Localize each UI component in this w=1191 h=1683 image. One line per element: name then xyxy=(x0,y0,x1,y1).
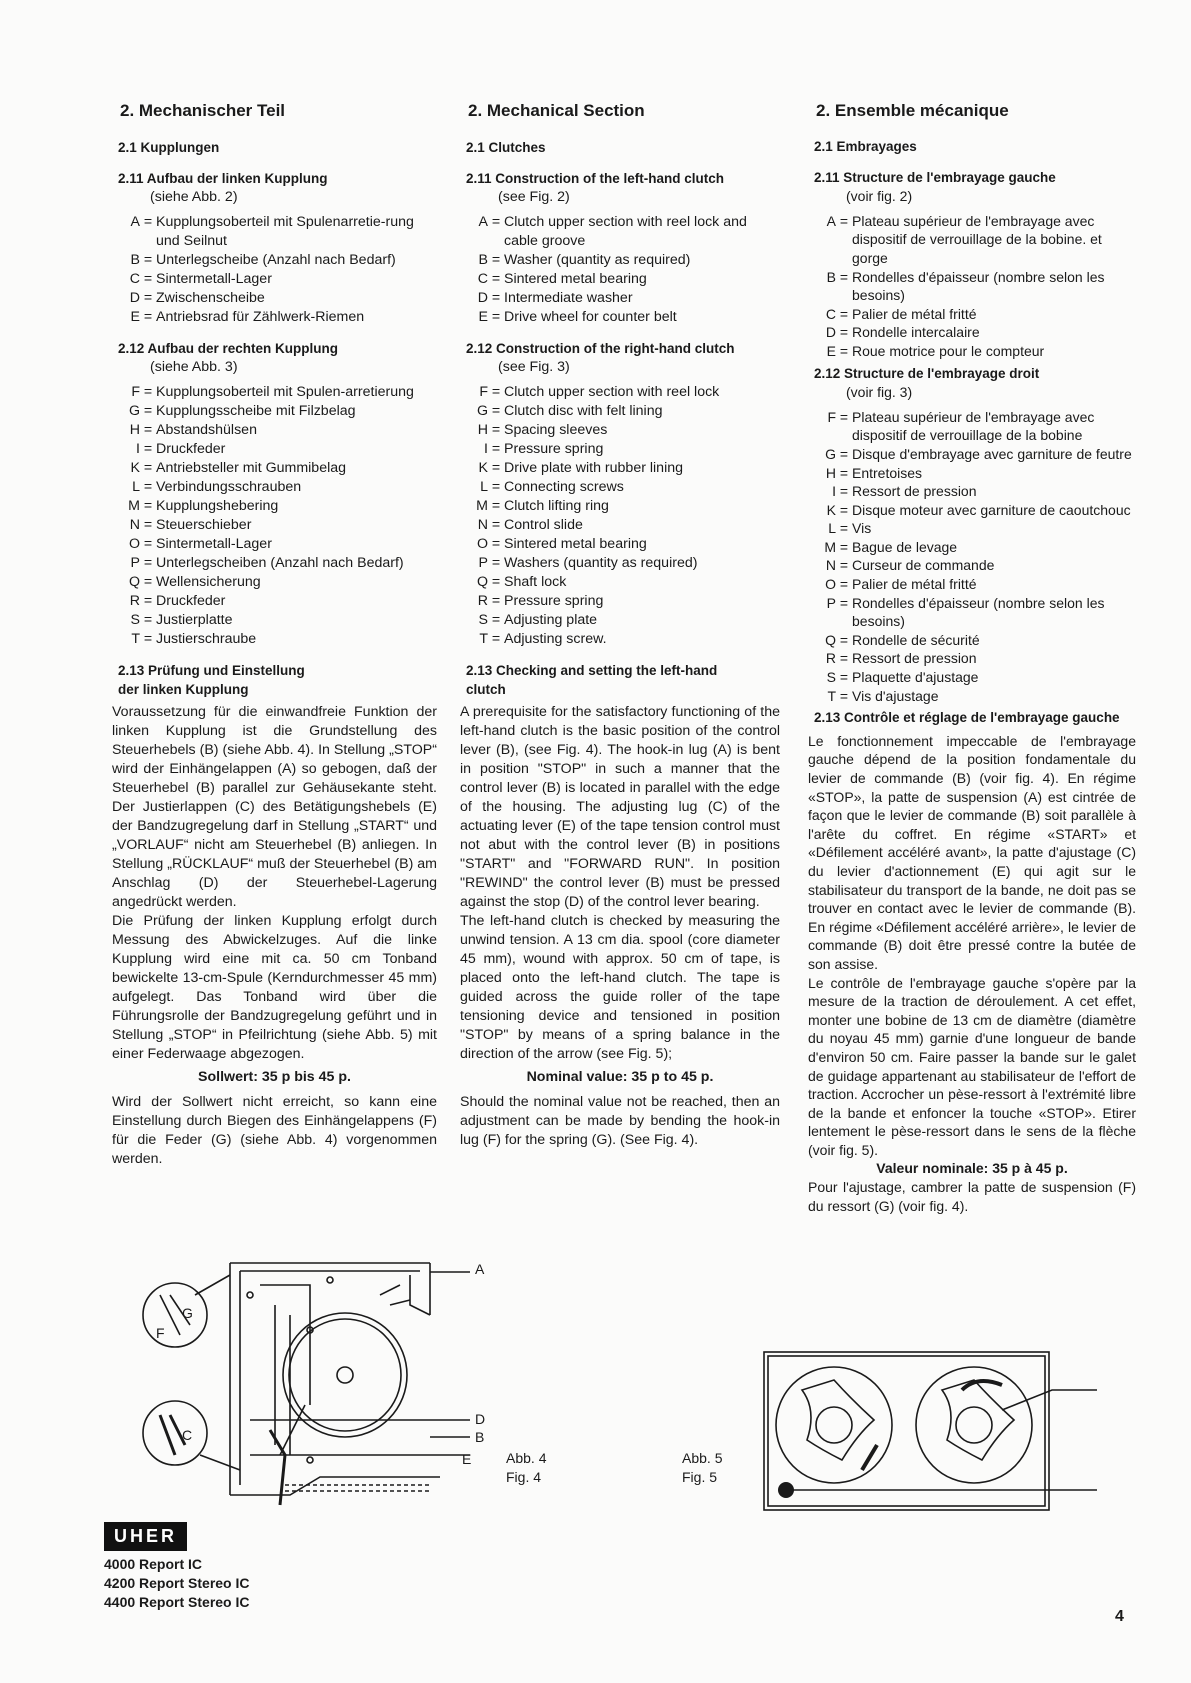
parts-item-key: B xyxy=(826,268,836,285)
parts-item-text: Steuerschieber xyxy=(156,517,252,533)
subsection-title: 2.13 Checking and setting the left-hand clutch xyxy=(466,663,718,697)
equals-sign: = xyxy=(839,408,849,425)
page-number: 4 xyxy=(1115,1608,1124,1625)
parts-item-text: Roue motrice pour le compteur xyxy=(852,342,1045,359)
parts-item-key: C xyxy=(477,271,488,287)
parts-item-key: P xyxy=(826,594,836,611)
parts-item xyxy=(112,554,437,573)
equals-sign: = xyxy=(839,669,849,686)
parts-item-text: Washers (quantity as required) xyxy=(504,555,698,571)
equals-sign: = xyxy=(143,517,153,533)
parts-item-text: Clutch upper section with reel lock xyxy=(504,384,720,400)
parts-item-text: Kupplungsoberteil mit Spulen-arretierung xyxy=(156,384,414,400)
parts-item-key: D xyxy=(129,290,140,306)
parts-item-key: N xyxy=(477,517,488,533)
parts-item-key: K xyxy=(130,460,140,476)
parts-list-right xyxy=(112,383,437,649)
parts-item-text: Kupplungsscheibe mit Filzbelag xyxy=(156,403,356,419)
parts-item xyxy=(112,213,437,251)
equals-sign: = xyxy=(143,441,153,457)
parts-item-text: Drive wheel for counter belt xyxy=(504,309,677,325)
parts-item-text: Antriebsrad für Zählwerk-Riemen xyxy=(156,309,365,325)
equals-sign: = xyxy=(839,445,849,462)
parts-item-key: I xyxy=(484,441,488,457)
parts-item-key: S xyxy=(826,669,836,686)
parts-item-key: A xyxy=(826,212,836,229)
parts-item xyxy=(808,408,1136,445)
parts-item xyxy=(808,519,1136,538)
equals-sign: = xyxy=(839,324,849,341)
parts-item xyxy=(808,501,1136,520)
equals-sign: = xyxy=(143,403,153,419)
parts-item-text: Kupplungshebering xyxy=(156,498,279,514)
equals-sign: = xyxy=(491,384,501,400)
parts-item-key: D xyxy=(825,324,836,341)
fig4-caption-de: Abb. 4 xyxy=(506,1450,547,1466)
equals-sign: = xyxy=(491,403,501,419)
figure-reference: (siehe Abb. 2) xyxy=(150,189,238,205)
parts-item-text: Justierschraube xyxy=(156,631,257,647)
parts-item xyxy=(808,556,1136,575)
parts-item-text: Justierplatte xyxy=(156,612,233,628)
parts-item-text: Clutch disc with felt lining xyxy=(504,403,663,419)
parts-item-key: P xyxy=(130,555,140,571)
equals-sign: = xyxy=(491,214,501,230)
parts-item xyxy=(808,687,1136,706)
equals-sign: = xyxy=(839,212,849,229)
subsection-title: 2.1 Embrayages xyxy=(814,139,917,154)
model-name: 4000 Report IC xyxy=(104,1556,203,1572)
equals-sign: = xyxy=(143,384,153,400)
figure-reference: (see Fig. 2) xyxy=(498,189,570,205)
parts-item-text: Clutch upper section with reel lock and cable groove xyxy=(504,214,747,249)
equals-sign: = xyxy=(491,555,501,571)
equals-sign: = xyxy=(839,538,849,555)
paragraph: The left-hand clutch is checked by measuring the unwind tension. A 13 cm dia. spool (core diameter 45 mm), wound with approx. 50 cm of tape, is placed onto the left-hand clutch. The tape is guided across the guide roller of the tape tensioning device and tensioned in position "STOP" by means of a spring balance in the direction of the arrow (see Fig. 5); xyxy=(460,913,780,1062)
paragraph: Pour l'ajustage, cambrer la patte de suspension (F) du ressort (G) (voir fig. 4). xyxy=(808,1179,1136,1214)
parts-item-text: Disque d'embrayage avec garniture de feutre xyxy=(852,445,1132,462)
parts-item-key: Q xyxy=(825,631,836,648)
equals-sign: = xyxy=(143,536,153,552)
parts-item-text: Druckfeder xyxy=(156,593,226,609)
equals-sign: = xyxy=(491,422,501,438)
equals-sign: = xyxy=(491,593,501,609)
parts-item-text: Druckfeder xyxy=(156,441,226,457)
parts-item xyxy=(460,270,780,289)
parts-item xyxy=(460,308,780,327)
parts-item-key: H xyxy=(477,422,488,438)
parts-item-key: O xyxy=(825,576,836,593)
brand-block xyxy=(104,1522,250,1612)
parts-item-text: Shaft lock xyxy=(504,574,567,590)
equals-sign: = xyxy=(491,574,501,590)
parts-item-key: B xyxy=(130,252,140,268)
parts-item-text: Sintermetall-Lager xyxy=(156,536,272,552)
paragraph: Le contrôle de l'embrayage gauche s'opère par la mesure de la traction de déroulement. A cet effet, monter une bobine de 13 cm de diamètre (diamètre du noyau 45 mm) garnie d'une longueur de bande d'environ 50 cm. Faire passer la bande sur le galet de guidage appartenant au stabilisateur de l'effort de traction. Accrocher un pèse-ressort à l'extrémité libre de la bande et enfoncer la touche «STOP». Etirer lentement le pèse-ressort dans le sens de la flèche (voir fig. 5). xyxy=(808,974,1136,1158)
fig4-label-g: G xyxy=(182,1305,193,1321)
parts-item-text: Palier de métal fritté xyxy=(852,576,977,593)
figure-reference: (voir fig. 3) xyxy=(846,384,913,401)
parts-item-text: Rondelles d'épaisseur (nombre selon les besoins) xyxy=(852,268,1105,304)
parts-item xyxy=(460,573,780,592)
parts-item-key: K xyxy=(826,501,836,518)
parts-item xyxy=(460,554,780,573)
parts-item xyxy=(112,289,437,308)
equals-sign: = xyxy=(143,479,153,495)
parts-item-text: Antriebsteller mit Gummibelag xyxy=(156,460,347,476)
parts-item-text: Ressort de pression xyxy=(852,650,977,667)
subsection-title: 2.1 Kupplungen xyxy=(118,140,220,155)
parts-item xyxy=(112,630,437,649)
subsection-title: 2.12 Construction of the right-hand clutch xyxy=(466,341,735,356)
parts-item-text: Verbindungsschrauben xyxy=(156,479,302,495)
subsection-title: 2.11 Structure de l'embrayage gauche xyxy=(814,169,1056,185)
parts-item-text: Drive plate with rubber lining xyxy=(504,460,684,476)
parts-item-key: F xyxy=(479,384,488,400)
parts-item xyxy=(460,630,780,649)
parts-item-key: L xyxy=(828,520,836,537)
equals-sign: = xyxy=(839,631,849,648)
subsection-title: 2.12 Structure de l'embrayage droit xyxy=(814,365,1040,381)
parts-item-text: Wellensicherung xyxy=(156,574,261,590)
equals-sign: = xyxy=(839,594,849,611)
parts-item xyxy=(808,649,1136,668)
parts-item-key: P xyxy=(478,555,488,571)
parts-item-key: R xyxy=(129,593,140,609)
parts-item-key: K xyxy=(478,460,488,476)
parts-item-key: L xyxy=(132,479,140,495)
parts-item-text: Ressort de pression xyxy=(852,483,977,500)
parts-list-left xyxy=(808,212,1136,361)
equals-sign: = xyxy=(143,422,153,438)
parts-item xyxy=(112,516,437,535)
parts-item xyxy=(808,342,1136,361)
parts-item-key: N xyxy=(129,517,140,533)
parts-item xyxy=(112,573,437,592)
equals-sign: = xyxy=(491,612,501,628)
parts-item-key: E xyxy=(826,342,836,359)
parts-item-text: Adjusting plate xyxy=(504,612,598,628)
parts-item-key: E xyxy=(130,309,140,325)
equals-sign: = xyxy=(839,650,849,667)
parts-item xyxy=(112,308,437,327)
section-title: 2. Mechanischer Teil xyxy=(120,101,286,120)
parts-item xyxy=(460,440,780,459)
parts-item xyxy=(808,668,1136,687)
parts-item xyxy=(112,592,437,611)
parts-list-right xyxy=(460,383,780,649)
parts-item xyxy=(808,445,1136,464)
parts-item-key: T xyxy=(827,687,836,704)
section-title: 2. Ensemble mécanique xyxy=(816,101,1009,120)
parts-item xyxy=(112,251,437,270)
parts-item-text: Sintermetall-Lager xyxy=(156,271,272,287)
subsection-title: 2.12 Aufbau der rechten Kupplung xyxy=(118,341,339,356)
parts-item-text: Sintered metal bearing xyxy=(504,271,647,287)
parts-item-text: Adjusting screw. xyxy=(504,631,607,647)
parts-item xyxy=(112,459,437,478)
column-german xyxy=(112,100,437,1169)
paragraph: Voraussetzung für die einwandfreie Funktion der linken Kupplung ist die Grundstellung des Steuerhebels (B) (siehe Abb. 4). In Stellung „STOP“ wird der Einhängelappen (A) so gebogen, daß der Steuerhebel (B) parallel zur Gehäusekante steht. Der Justierlappen (C) des Betätigungshebels (E) der Bandzugregelung darf in Stellung „START“ und „VORLAUF“ nicht am Steuerhebel (B) anliegen. In Stellung „RÜCKLAUF“ muß der Steuerhebel (B) am Anschlag (D) der Steuerhebel-Lagerung angedrückt werden. xyxy=(112,704,437,910)
parts-item xyxy=(112,402,437,421)
subsection-title: 2.13 Prüfung und Einstellung der linken Kupplung xyxy=(118,663,305,697)
figure-reference: (see Fig. 3) xyxy=(498,359,570,375)
equals-sign: = xyxy=(491,309,501,325)
nominal-value: Sollwert: 35 p bis 45 p. xyxy=(198,1069,351,1085)
parts-item xyxy=(460,421,780,440)
parts-item-key: O xyxy=(476,536,488,552)
parts-item-key: S xyxy=(130,612,140,628)
figure-5 xyxy=(762,1350,1102,1515)
parts-list-right xyxy=(808,408,1136,706)
parts-item-text: Palier de métal fritté xyxy=(852,305,977,322)
equals-sign: = xyxy=(143,612,153,628)
equals-sign: = xyxy=(491,271,501,287)
equals-sign: = xyxy=(491,252,501,268)
parts-item xyxy=(460,289,780,308)
figure-5-drawing xyxy=(762,1350,1102,1515)
equals-sign: = xyxy=(143,290,153,306)
parts-item-text: Rondelles d'épaisseur (nombre selon les besoins) xyxy=(852,594,1105,630)
parts-item-text: Pressure spring xyxy=(504,593,604,609)
parts-item-key: S xyxy=(478,612,488,628)
paragraph: Le fonctionnement impeccable de l'embrayage gauche dépend de la position fondamentale du levier de commande (B) (voir fig. 4). En régime «STOP», la patte de suspension (A) est cintrée de façon que le levier de commande (B) soit parallèle à l'arête du coffret. En régime «START» et «Défilement accéléré avant», la patte d'ajustage (C) du levier d'actionnement (E) qui agit sur le stabilisateur du transport de la bande, ne doit pas se trouver en contact avec le levier de commande (B). En régime «Défilement accéléré arrière», le levier de commande (B) doit être pressé contre la butée de son assise. xyxy=(808,732,1136,972)
equals-sign: = xyxy=(143,252,153,268)
parts-item-text: Clutch lifting ring xyxy=(504,498,609,514)
equals-sign: = xyxy=(143,309,153,325)
model-name: 4400 Report Stereo IC xyxy=(104,1594,250,1610)
parts-item xyxy=(112,383,437,402)
parts-item xyxy=(460,402,780,421)
parts-item xyxy=(112,497,437,516)
parts-item-key: O xyxy=(128,536,140,552)
parts-item-text: Plateau supérieur de l'embrayage avec dispositif de verrouillage de la bobine. et gorge xyxy=(852,212,1102,266)
parts-item-text: Curseur de commande xyxy=(852,557,995,574)
subsection-title: 2.11 Aufbau der linken Kupplung xyxy=(118,171,328,186)
parts-item xyxy=(460,516,780,535)
equals-sign: = xyxy=(143,631,153,647)
parts-item-text: Kupplungsoberteil mit Spulenarretie-rung und Seilnut xyxy=(156,214,414,249)
parts-item xyxy=(460,535,780,554)
parts-item xyxy=(808,538,1136,557)
figure-reference: (voir fig. 2) xyxy=(846,188,913,205)
paragraph: Die Prüfung der linken Kupplung erfolgt durch Messung des Abwickelzuges. Auf die linke Kupplung wird eine mit ca. 50 cm Tonband bewickelte 13-cm-Spule (Kerndurchmesser 45 mm) aufgelegt. Das Tonband wird über die Führungsrolle der Bandzugregelung geführt und in Stellung „STOP“ in Pfeilrichtung (siehe Abb. 5) mit einer Federwaage abgezogen. xyxy=(112,913,437,1062)
parts-item xyxy=(808,594,1136,631)
parts-item xyxy=(112,440,437,459)
equals-sign: = xyxy=(839,483,849,500)
parts-item-key: I xyxy=(136,441,140,457)
uher-logo: UHER xyxy=(104,1522,187,1551)
parts-item xyxy=(808,575,1136,594)
parts-item-text: Vis d'ajustage xyxy=(852,687,939,704)
equals-sign: = xyxy=(491,290,501,306)
parts-item-text: Bague de levage xyxy=(852,538,958,555)
equals-sign: = xyxy=(839,268,849,285)
parts-item xyxy=(460,611,780,630)
equals-sign: = xyxy=(839,305,849,322)
equals-sign: = xyxy=(839,501,849,518)
fig5-caption-de: Abb. 5 xyxy=(682,1450,723,1466)
fig4-label-a: A xyxy=(475,1261,485,1277)
parts-item-key: Q xyxy=(476,574,488,590)
parts-item-key: T xyxy=(131,631,140,647)
parts-item-text: Pressure spring xyxy=(504,441,604,457)
parts-item-key: Q xyxy=(128,574,140,590)
parts-item xyxy=(460,478,780,497)
parts-item xyxy=(460,592,780,611)
parts-item xyxy=(112,535,437,554)
parts-item-key: M xyxy=(128,498,140,514)
column-english xyxy=(460,100,780,1150)
parts-item-key: G xyxy=(476,403,488,419)
equals-sign: = xyxy=(491,498,501,514)
parts-item xyxy=(460,213,780,251)
parts-item-key: R xyxy=(825,650,836,667)
equals-sign: = xyxy=(839,557,849,574)
parts-item-key: D xyxy=(477,290,488,306)
parts-item-text: Unterlegscheiben (Anzahl nach Bedarf) xyxy=(156,555,404,571)
parts-item-key: C xyxy=(825,305,836,322)
parts-item-key: I xyxy=(832,483,836,500)
parts-item xyxy=(808,482,1136,501)
parts-item-key: A xyxy=(130,214,140,230)
equals-sign: = xyxy=(491,441,501,457)
subsection-title: 2.11 Construction of the left-hand clutch xyxy=(466,171,725,186)
parts-item-key: G xyxy=(128,403,140,419)
parts-item xyxy=(460,251,780,270)
parts-item xyxy=(460,383,780,402)
equals-sign: = xyxy=(491,460,501,476)
fig5-caption-en: Fig. 5 xyxy=(682,1469,718,1485)
parts-item-text: Sintered metal bearing xyxy=(504,536,647,552)
parts-item xyxy=(808,268,1136,305)
figure-4-drawing xyxy=(130,1255,490,1525)
parts-item xyxy=(112,421,437,440)
parts-item-text: Unterlegscheibe (Anzahl nach Bedarf) xyxy=(156,252,396,268)
equals-sign: = xyxy=(143,574,153,590)
parts-item-text: Disque moteur avec garniture de caoutchouc xyxy=(852,501,1131,518)
parts-item-text: Entretoises xyxy=(852,464,923,481)
parts-item-key: R xyxy=(477,593,488,609)
parts-item-key: L xyxy=(480,479,488,495)
parts-item-text: Intermediate washer xyxy=(504,290,633,306)
fig4-label-b: B xyxy=(475,1429,485,1445)
fig4-label-e: E xyxy=(462,1451,472,1467)
figure-4 xyxy=(130,1255,490,1525)
fig4-label-d: D xyxy=(475,1411,486,1427)
equals-sign: = xyxy=(491,536,501,552)
parts-item xyxy=(808,631,1136,650)
equals-sign: = xyxy=(143,593,153,609)
parts-list-left xyxy=(460,213,780,327)
parts-item-key: F xyxy=(131,384,140,400)
paragraph: A prerequisite for the satisfactory functioning of the left-hand clutch is the basic position of the control lever (B), (see Fig. 4). The hook-in lug (A) is bent in position "STOP" in such a manner that the control lever (B) is located in parallel with the edge of the housing. The adjusting lug (C) of the actuating lever (E) of the tape tension control must not abut with the control lever (B) in positions "START" and "FORWARD RUN". In position "REWIND" the control lever (B) must be pressed against the stop (D) of the control lever bearing. xyxy=(460,704,780,910)
parts-item-key: N xyxy=(825,557,836,574)
parts-item xyxy=(808,305,1136,324)
parts-item-text: Zwischenscheibe xyxy=(156,290,265,306)
paragraph: Should the nominal value not be reached, then an adjustment can be made by bending the hook-in lug (F) for the spring (G). (See Fig. 4). xyxy=(460,1094,780,1148)
equals-sign: = xyxy=(839,342,849,359)
parts-item-text: Rondelle de sécurité xyxy=(852,631,980,648)
nominal-value: Nominal value: 35 p to 45 p. xyxy=(526,1069,714,1085)
equals-sign: = xyxy=(491,479,501,495)
parts-item-key: M xyxy=(476,498,488,514)
equals-sign: = xyxy=(839,576,849,593)
nominal-value: Valeur nominale: 35 p à 45 p. xyxy=(876,1160,1068,1177)
parts-item-text: Plateau supérieur de l'embrayage avec dispositif de verrouillage de la bobine xyxy=(852,408,1095,444)
equals-sign: = xyxy=(143,498,153,514)
parts-item-key: E xyxy=(478,309,488,325)
fig4-label-c: C xyxy=(182,1427,193,1443)
parts-item-key: F xyxy=(827,408,836,425)
parts-item-key: M xyxy=(824,538,836,555)
parts-item xyxy=(808,212,1136,268)
fig4-label-f: F xyxy=(156,1325,165,1341)
parts-item xyxy=(112,478,437,497)
parts-item xyxy=(808,323,1136,342)
section-title: 2. Mechanical Section xyxy=(468,101,645,120)
model-list xyxy=(104,1555,250,1612)
parts-item-text: Plaquette d'ajustage xyxy=(852,669,979,686)
column-french xyxy=(808,100,1136,1215)
parts-item-text: Spacing sleeves xyxy=(504,422,608,438)
paragraph: Wird der Sollwert nicht erreicht, so kann eine Einstellung durch Biegen des Einhängelappens (F) für die Feder (G) (siehe Abb. 4) vorgenommen werden. xyxy=(112,1094,437,1167)
parts-item-text: Control slide xyxy=(504,517,583,533)
equals-sign: = xyxy=(143,555,153,571)
subsection-title: 2.1 Clutches xyxy=(466,140,546,155)
parts-item-key: H xyxy=(825,464,836,481)
fig4-caption-en: Fig. 4 xyxy=(506,1469,542,1485)
equals-sign: = xyxy=(839,464,849,481)
parts-item-key: B xyxy=(478,252,488,268)
equals-sign: = xyxy=(491,631,501,647)
parts-item-key: A xyxy=(478,214,488,230)
parts-list-left xyxy=(112,213,437,327)
parts-item-text: Vis xyxy=(852,520,872,537)
parts-item-key: G xyxy=(825,445,836,462)
subsection-title: 2.13 Contrôle et réglage de l'embrayage gauche xyxy=(814,710,1120,726)
equals-sign: = xyxy=(143,271,153,287)
equals-sign: = xyxy=(491,517,501,533)
equals-sign: = xyxy=(143,214,153,230)
parts-item xyxy=(112,270,437,289)
parts-item-text: Abstandshülsen xyxy=(156,422,257,438)
parts-item xyxy=(112,611,437,630)
parts-item-text: Rondelle intercalaire xyxy=(852,324,980,341)
equals-sign: = xyxy=(839,520,849,537)
model-name: 4200 Report Stereo IC xyxy=(104,1575,250,1591)
equals-sign: = xyxy=(839,687,849,704)
figure-reference: (siehe Abb. 3) xyxy=(150,359,238,375)
parts-item-text: Washer (quantity as required) xyxy=(504,252,691,268)
parts-item xyxy=(460,497,780,516)
parts-item xyxy=(808,464,1136,483)
equals-sign: = xyxy=(143,460,153,476)
parts-item-key: T xyxy=(479,631,488,647)
parts-item-key: C xyxy=(129,271,140,287)
parts-item-text: Connecting screws xyxy=(504,479,624,495)
parts-item-key: H xyxy=(129,422,140,438)
parts-item xyxy=(460,459,780,478)
